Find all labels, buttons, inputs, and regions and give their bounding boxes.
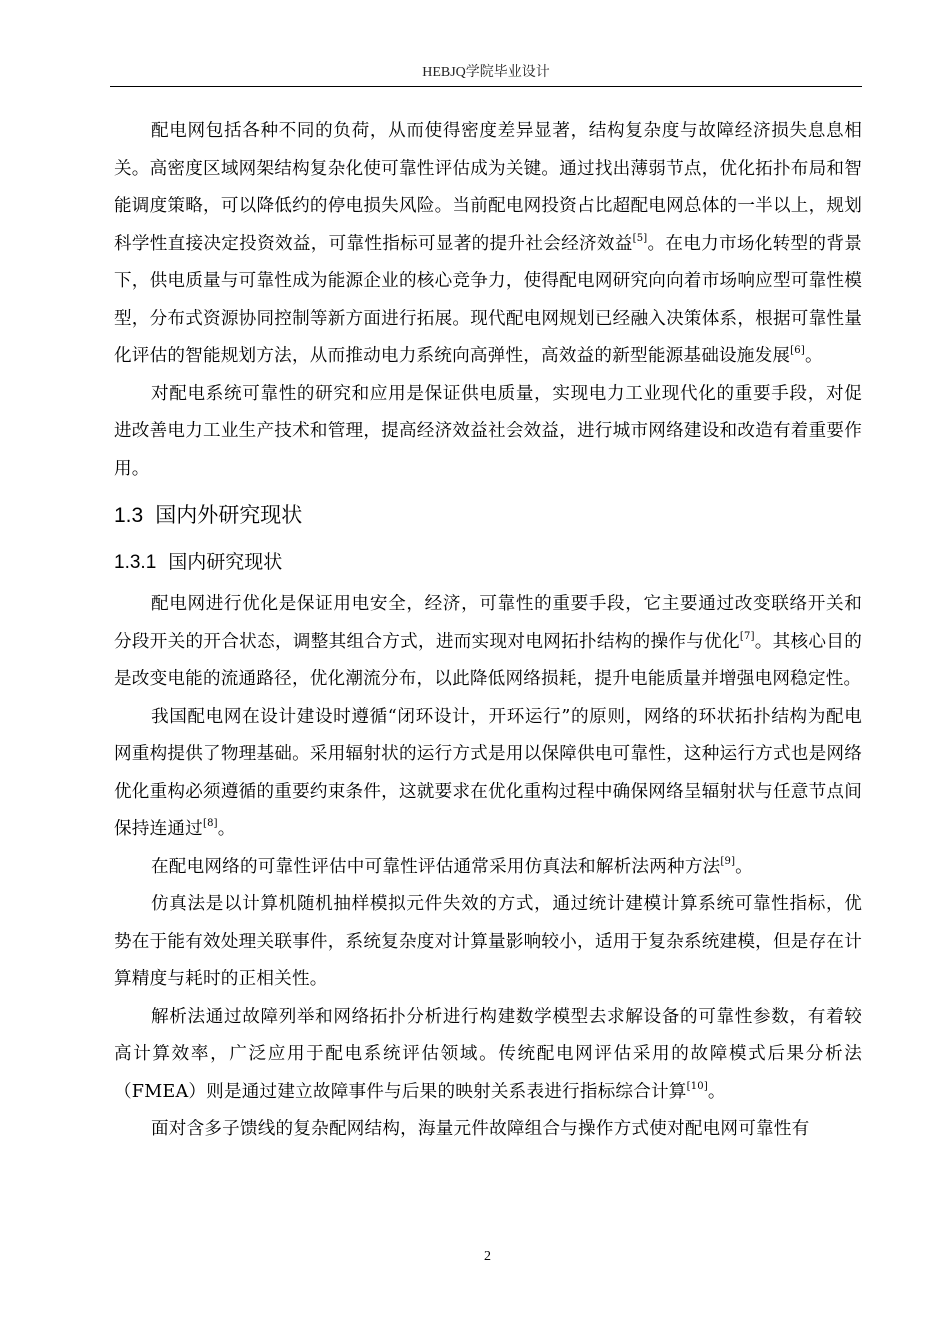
paragraph-reliability-importance: 对配电系统可靠性的研究和应用是保证供电质量，实现电力工业现代化的重要手段，对促进改善电力工业生产技术和管理，提高经济效益社会效益，进行城市网络建设和改造有着重要作用。 (114, 383, 862, 479)
subsection-number: 1.3.1 (114, 552, 157, 573)
paragraph-load-density (114, 113, 862, 376)
citation-ref: [7] (739, 630, 755, 642)
page-number: 2 (484, 1249, 491, 1264)
section-number: 1.3 (114, 504, 144, 527)
paragraph-text: 。 (735, 856, 753, 877)
subsection-heading (114, 540, 862, 586)
paragraph-text: 。在电力市场化转型的背景下，供电质量与可靠性成为能源企业的核心竞争力，使得配电网研究向向着市场响应型可靠性模型，分布式资源协同控制等新方面进行拓展。现代配电网规划已经融入决策体系，根据可靠性量化评估的智能规划方法，从而推动电力系统向高弹性，高效益的新型能源基础设施发展 (114, 233, 862, 366)
paragraph-text: 。其核心目的是改变电能的流通路径，优化潮流分布，以此降低网络损耗，提升电能质量并增强电网稳定性。 (114, 631, 862, 689)
paragraph-text: 。 (707, 1081, 726, 1102)
citation-ref: [5] (632, 232, 648, 244)
paragraph-text: 我国配电网在设计建设时遵循“闭环设计，开环运行”的原则，网络的环状拓扑结构为配电网重构提供了物理基础。采用辐射状的运行方式是用以保障供电可靠性，这种运行方式也是网络优化重构必须遵循的重要约束条件，这就要求在优化重构过程中确保网络呈辐射状与任意节点间保持连通过 (114, 706, 862, 839)
paragraph-simulation-method: 仿真法是以计算机随机抽样模拟元件失效的方式，通过统计建模计算系统可靠性指标，优势在于能有效处理关联事件，系统复杂度对计算量影响较小，适用于复杂系统建模，但是存在计算精度与耗时的正相关性。 (114, 894, 862, 989)
paragraph-optimization (114, 586, 862, 699)
paragraph-complex-structure: 面对含多子馈线的复杂配网结构，海量元件故障组合与操作方式使对配电网可靠性有 (151, 1119, 810, 1139)
paragraph-text: 在配电网络的可靠性评估中可靠性评估通常采用仿真法和解析法两种方法 (151, 856, 721, 877)
section-title: 国内外研究现状 (155, 504, 303, 527)
section-heading (114, 492, 862, 540)
subsection-title: 国内研究现状 (168, 552, 283, 573)
header-rule (110, 86, 862, 87)
running-header: HEBJQ学院毕业设计 (422, 65, 550, 80)
paragraph-closed-loop-design (114, 699, 862, 849)
paragraph-analytic-method (114, 999, 862, 1112)
paragraph-evaluation-methods (114, 849, 862, 887)
page-body (114, 113, 862, 1149)
paragraph-text: 配电网包括各种不同的负荷，从而使得密度差异显著，结构复杂度与故障经济损失息息相关。高密度区域网架结构复杂化使可靠性评估成为关键。通过找出薄弱节点，优化拓扑布局和智能调度策略，可以降低约的停电损失风险。当前配电网投资占比超配电网总体的一半以上，规划科学性直接决定投资效益，可靠性指标可显著的提升社会经济效益 (114, 121, 862, 254)
paragraph-text: 解析法通过故障列举和网络拓扑分析进行构建数学模型去求解设备的可靠性参数，有着较高计算效率，广泛应用于配电系统评估领域。传统配电网评估采用的故障模式后果分析法（FMEA）则是通过建立故障事件与后果的映射关系表进行指标综合计算 (114, 1006, 862, 1102)
citation-ref: [6] (790, 345, 805, 356)
citation-ref: [9] (720, 855, 736, 867)
citation-ref: [10] (686, 1080, 708, 1092)
paragraph-text: 。 (217, 819, 236, 839)
paragraph-text: 配电网进行优化是保证用电安全，经济，可靠性的重要手段，它主要通过改变联络开关和分段开关的开合状态，调整其组合方式，进而实现对电网拓扑结构的操作与优化 (114, 594, 862, 652)
paragraph-text: 。 (804, 346, 823, 366)
citation-ref: [8] (202, 818, 218, 829)
